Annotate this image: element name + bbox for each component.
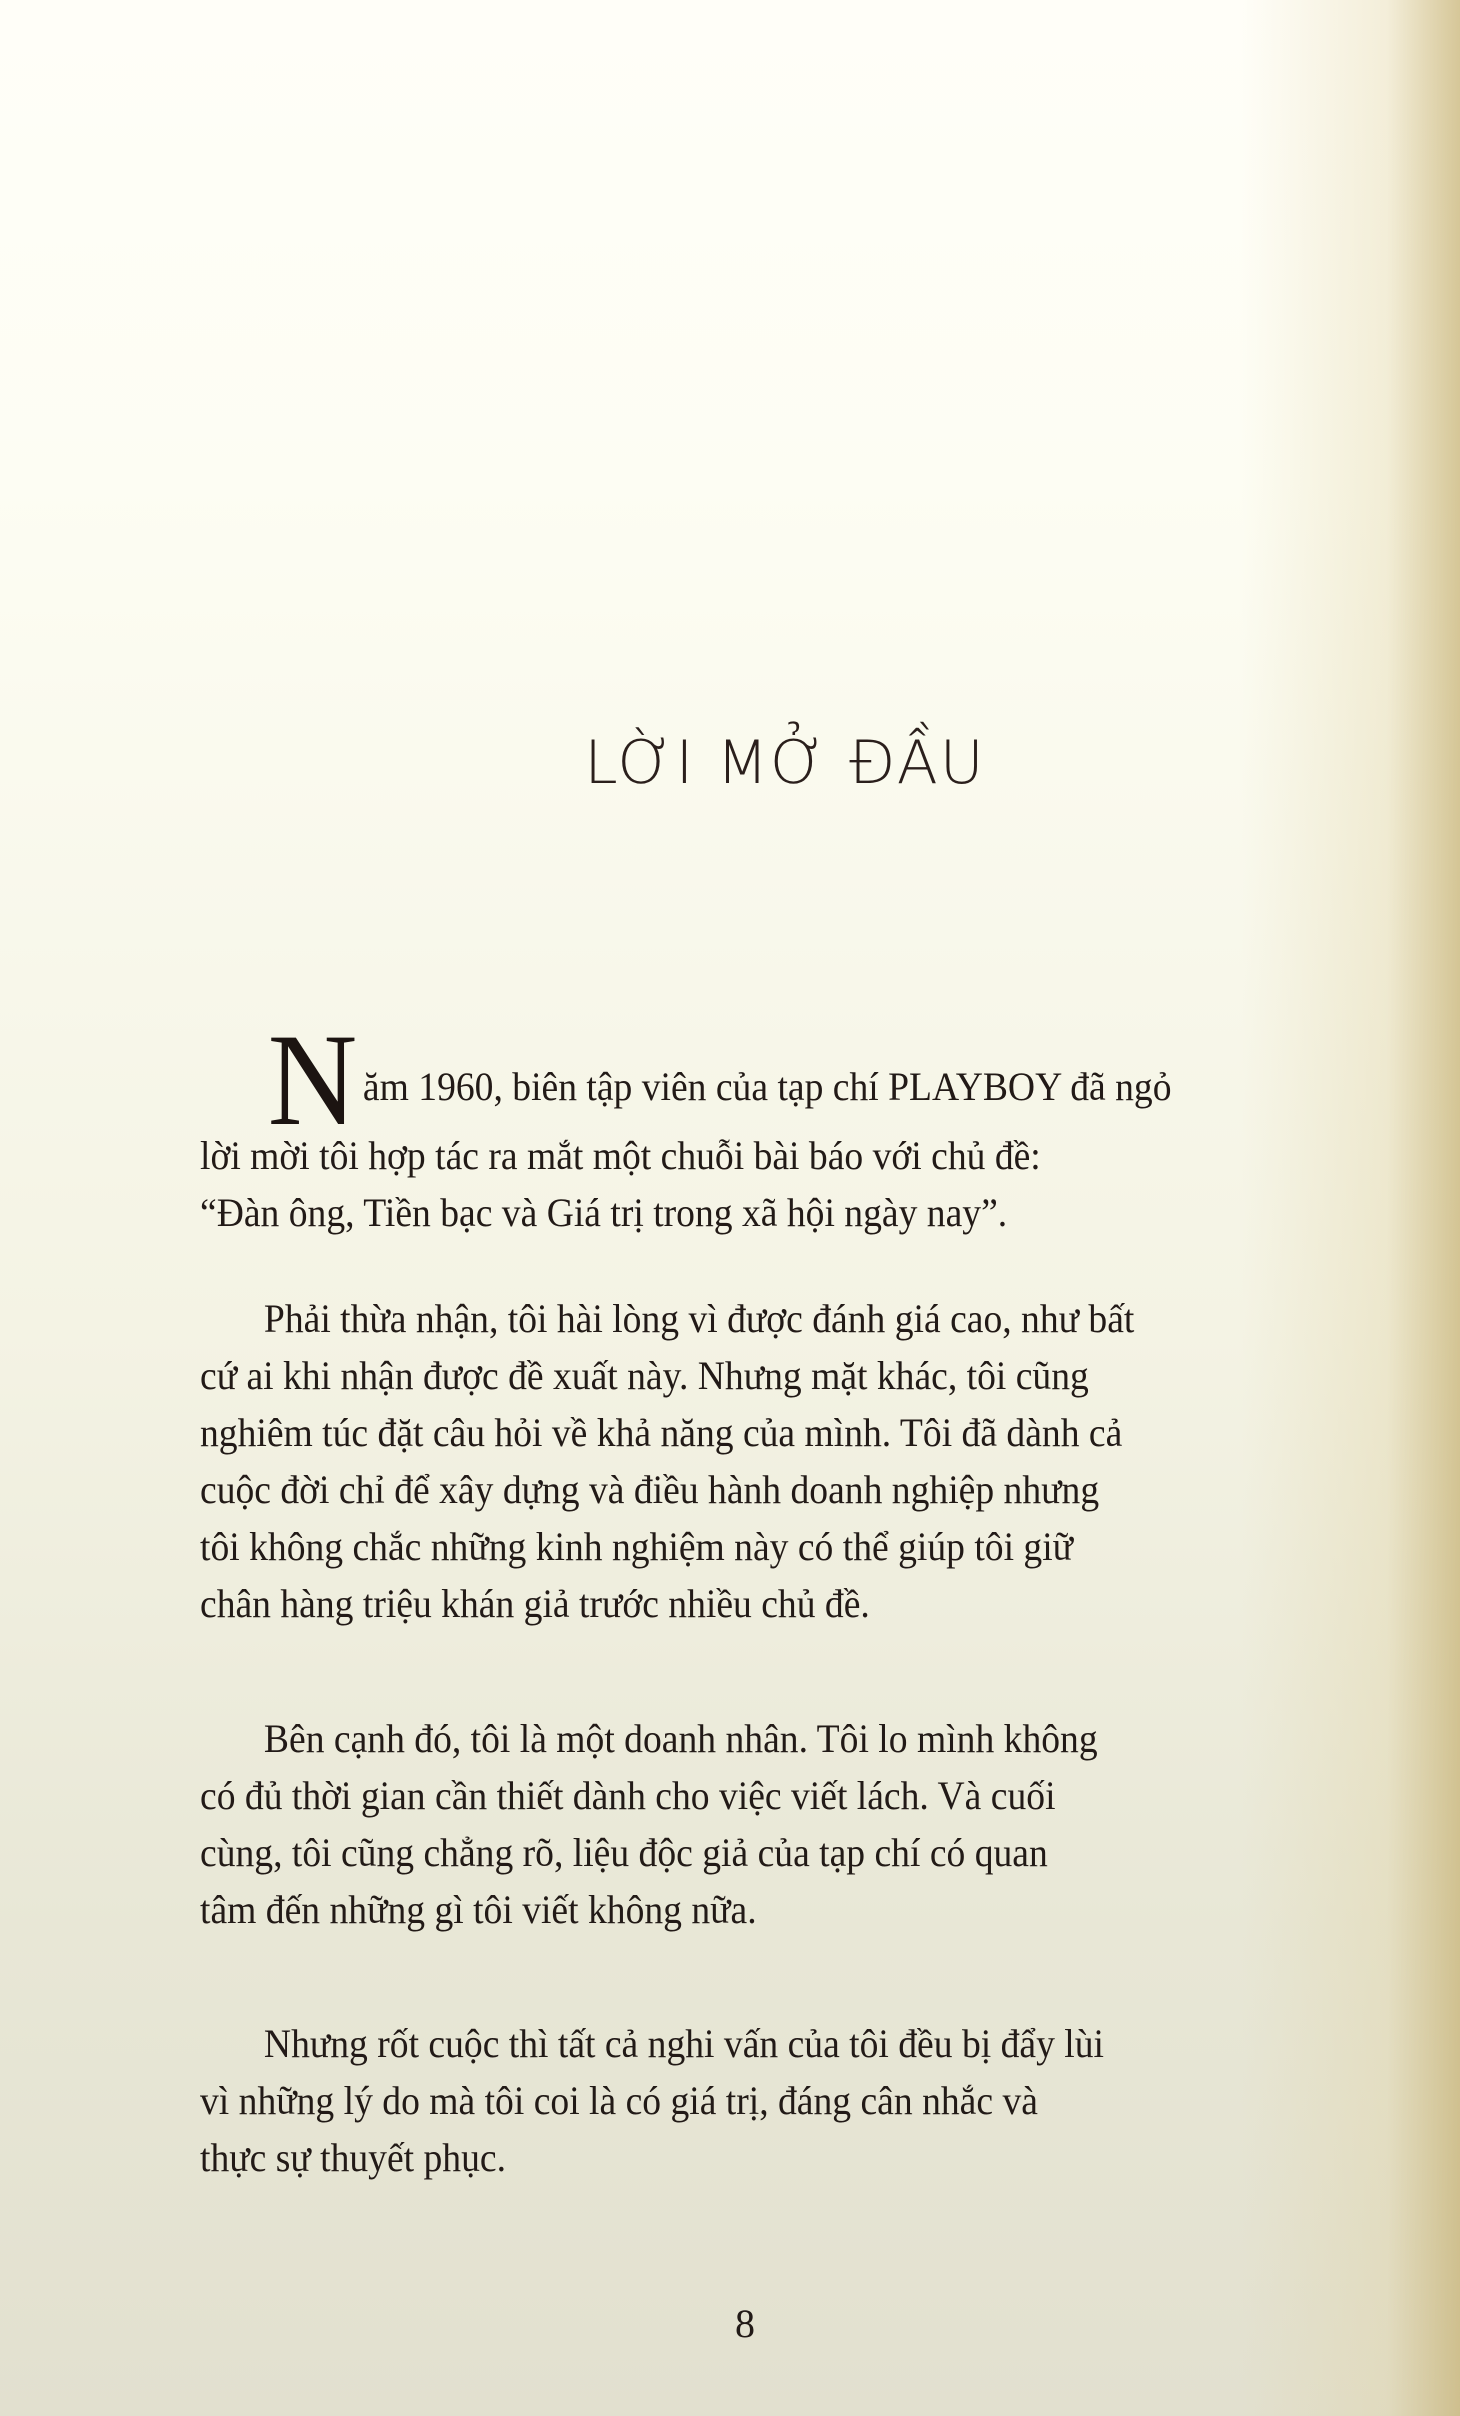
text-line: Nhưng rốt cuộc thì tất cả nghi vấn của tôi đều bị đẩy lùi <box>263 2021 1104 2066</box>
paragraph-3 <box>200 1710 1281 1938</box>
chapter-title: LỜI MỞ ĐẦU <box>584 728 986 799</box>
text-line: có đủ thời gian cần thiết dành cho việc viết lách. Và cuối <box>200 1773 1056 1818</box>
text-line: tâm đến những gì tôi viết không nữa. <box>200 1887 757 1932</box>
page-number: 8 <box>735 2301 755 2346</box>
text-line: vì những lý do mà tôi coi là có giá trị, đáng cân nhắc và <box>200 2078 1038 2123</box>
text-line: chân hàng triệu khán giả trước nhiều chủ đề. <box>200 1581 870 1626</box>
paragraph-4 <box>200 2015 1281 2186</box>
text-line: cuộc đời chỉ để xây dựng và điều hành doanh nghiệp nhưng <box>200 1467 1100 1512</box>
text-line: cùng, tôi cũng chẳng rõ, liệu độc giả của tạp chí có quan <box>200 1830 1048 1875</box>
text-line: cứ ai khi nhận được đề xuất này. Nhưng mặt khác, tôi cũng <box>200 1353 1089 1398</box>
text-line: lời mời tôi hợp tác ra mắt một chuỗi bài báo với chủ đề: <box>200 1133 1041 1178</box>
text-line: “Đàn ông, Tiền bạc và Giá trị trong xã hội ngày nay”. <box>200 1190 1008 1235</box>
text-line: ăm 1960, biên tập viên của tạp chí PLAYBOY đã ngỏ <box>362 1064 1172 1109</box>
drop-cap: N <box>267 1006 358 1153</box>
text-line: tôi không chắc những kinh nghiệm này có thể giúp tôi giữ <box>200 1524 1074 1569</box>
paragraph-1 <box>200 1006 1281 1241</box>
text-line: Phải thừa nhận, tôi hài lòng vì được đánh giá cao, như bất <box>263 1296 1135 1341</box>
text-line: nghiêm túc đặt câu hỏi về khả năng của mình. Tôi đã dành cả <box>200 1410 1123 1455</box>
text-line: Bên cạnh đó, tôi là một doanh nhân. Tôi lo mình không <box>263 1716 1098 1761</box>
text-line: thực sự thuyết phục. <box>200 2135 506 2180</box>
paragraph-2 <box>200 1290 1281 1632</box>
